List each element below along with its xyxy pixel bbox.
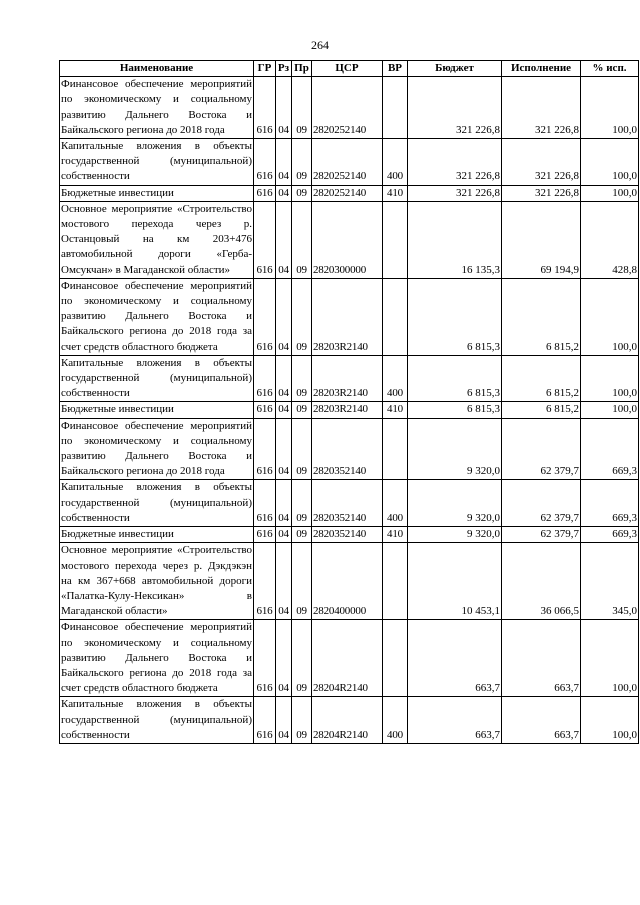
row-rz: 04 bbox=[276, 418, 292, 480]
row-rz: 04 bbox=[276, 527, 292, 543]
row-pr: 09 bbox=[292, 697, 312, 744]
row-budget: 6 815,3 bbox=[408, 278, 502, 355]
row-pr: 09 bbox=[292, 139, 312, 186]
row-percent: 100,0 bbox=[581, 355, 639, 402]
row-budget: 10 453,1 bbox=[408, 543, 502, 620]
row-name: Основное мероприятие «Строительство мостового перехода через р. Дэкдэкэн на км 367+668 автомобильной дороги «Палатка-Кулу-Нексикан» в Магаданской области» bbox=[60, 543, 254, 620]
row-gr: 616 bbox=[254, 697, 276, 744]
row-rz: 04 bbox=[276, 480, 292, 527]
row-csr: 2820400000 bbox=[312, 543, 383, 620]
row-pr: 09 bbox=[292, 201, 312, 278]
row-rz: 04 bbox=[276, 543, 292, 620]
row-rz: 04 bbox=[276, 77, 292, 139]
row-budget: 9 320,0 bbox=[408, 418, 502, 480]
row-percent: 100,0 bbox=[581, 620, 639, 697]
table-row bbox=[60, 201, 639, 278]
row-vr: 410 bbox=[383, 527, 408, 543]
header-rz: Рз bbox=[276, 61, 292, 77]
row-budget: 321 226,8 bbox=[408, 185, 502, 201]
header-percent: % исп. bbox=[581, 61, 639, 77]
row-gr: 616 bbox=[254, 185, 276, 201]
row-execution: 62 379,7 bbox=[502, 418, 581, 480]
header-vr: ВР bbox=[383, 61, 408, 77]
table-row bbox=[60, 185, 639, 201]
header-name: Наименование bbox=[60, 61, 254, 77]
row-execution: 36 066,5 bbox=[502, 543, 581, 620]
row-execution: 6 815,2 bbox=[502, 355, 581, 402]
row-percent: 345,0 bbox=[581, 543, 639, 620]
row-pr: 09 bbox=[292, 543, 312, 620]
row-csr: 2820252140 bbox=[312, 139, 383, 186]
table-row bbox=[60, 480, 639, 527]
row-execution: 321 226,8 bbox=[502, 77, 581, 139]
row-percent: 669,3 bbox=[581, 480, 639, 527]
row-pr: 09 bbox=[292, 185, 312, 201]
row-gr: 616 bbox=[254, 402, 276, 418]
table-row bbox=[60, 527, 639, 543]
row-csr: 2820300000 bbox=[312, 201, 383, 278]
row-gr: 616 bbox=[254, 77, 276, 139]
row-name: Бюджетные инвестиции bbox=[60, 402, 254, 418]
row-percent: 100,0 bbox=[581, 185, 639, 201]
row-rz: 04 bbox=[276, 139, 292, 186]
row-budget: 321 226,8 bbox=[408, 77, 502, 139]
row-csr: 28204R2140 bbox=[312, 697, 383, 744]
row-pr: 09 bbox=[292, 402, 312, 418]
table-row bbox=[60, 278, 639, 355]
row-pr: 09 bbox=[292, 77, 312, 139]
row-csr: 28204R2140 bbox=[312, 620, 383, 697]
header-budget: Бюджет bbox=[408, 61, 502, 77]
row-vr bbox=[383, 278, 408, 355]
row-gr: 616 bbox=[254, 527, 276, 543]
row-budget: 9 320,0 bbox=[408, 527, 502, 543]
row-vr: 400 bbox=[383, 480, 408, 527]
row-gr: 616 bbox=[254, 480, 276, 527]
row-vr bbox=[383, 77, 408, 139]
row-vr: 400 bbox=[383, 355, 408, 402]
row-gr: 616 bbox=[254, 278, 276, 355]
row-vr bbox=[383, 620, 408, 697]
row-rz: 04 bbox=[276, 278, 292, 355]
row-vr bbox=[383, 418, 408, 480]
table-header-row bbox=[60, 61, 639, 77]
table-row bbox=[60, 139, 639, 186]
row-vr: 400 bbox=[383, 697, 408, 744]
table-row bbox=[60, 77, 639, 139]
table-row bbox=[60, 402, 639, 418]
row-budget: 16 135,3 bbox=[408, 201, 502, 278]
row-execution: 6 815,2 bbox=[502, 402, 581, 418]
row-budget: 9 320,0 bbox=[408, 480, 502, 527]
row-csr: 28203R2140 bbox=[312, 278, 383, 355]
header-gr: ГР bbox=[254, 61, 276, 77]
table-row bbox=[60, 620, 639, 697]
row-budget: 663,7 bbox=[408, 697, 502, 744]
row-execution: 663,7 bbox=[502, 697, 581, 744]
row-gr: 616 bbox=[254, 620, 276, 697]
row-percent: 669,3 bbox=[581, 527, 639, 543]
table-row bbox=[60, 543, 639, 620]
row-execution: 321 226,8 bbox=[502, 139, 581, 186]
row-name: Финансовое обеспечение мероприятий по экономическому и социальному развитию Дальнего Востока и Байкальского региона до 2018 года bbox=[60, 77, 254, 139]
row-vr: 410 bbox=[383, 185, 408, 201]
header-csr: ЦСР bbox=[312, 61, 383, 77]
row-percent: 100,0 bbox=[581, 697, 639, 744]
header-pr: Пр bbox=[292, 61, 312, 77]
page-number: 264 bbox=[311, 38, 329, 52]
row-rz: 04 bbox=[276, 402, 292, 418]
row-gr: 616 bbox=[254, 418, 276, 480]
row-csr: 2820252140 bbox=[312, 77, 383, 139]
row-execution: 69 194,9 bbox=[502, 201, 581, 278]
row-execution: 663,7 bbox=[502, 620, 581, 697]
row-budget: 663,7 bbox=[408, 620, 502, 697]
row-name: Капитальные вложения в объекты государственной (муниципальной) собственности bbox=[60, 480, 254, 527]
row-csr: 28203R2140 bbox=[312, 402, 383, 418]
row-name: Основное мероприятие «Строительство мостового перехода через р. Останцовый на км 203+476 автомобильной дороги «Герба-Омсукчан» в Магаданской области» bbox=[60, 201, 254, 278]
row-pr: 09 bbox=[292, 418, 312, 480]
row-pr: 09 bbox=[292, 620, 312, 697]
row-csr: 2820352140 bbox=[312, 527, 383, 543]
row-execution: 62 379,7 bbox=[502, 527, 581, 543]
row-csr: 2820252140 bbox=[312, 185, 383, 201]
row-name: Финансовое обеспечение мероприятий по экономическому и социальному развитию Дальнего Востока и Байкальского региона до 2018 года за счет средств областного бюджета bbox=[60, 620, 254, 697]
row-pr: 09 bbox=[292, 480, 312, 527]
row-percent: 100,0 bbox=[581, 278, 639, 355]
header-execution: Исполнение bbox=[502, 61, 581, 77]
table-row bbox=[60, 697, 639, 744]
row-execution: 62 379,7 bbox=[502, 480, 581, 527]
row-vr: 410 bbox=[383, 402, 408, 418]
row-budget: 6 815,3 bbox=[408, 355, 502, 402]
row-rz: 04 bbox=[276, 620, 292, 697]
row-percent: 669,3 bbox=[581, 418, 639, 480]
row-vr bbox=[383, 201, 408, 278]
row-pr: 09 bbox=[292, 278, 312, 355]
row-gr: 616 bbox=[254, 201, 276, 278]
row-name: Бюджетные инвестиции bbox=[60, 185, 254, 201]
row-budget: 6 815,3 bbox=[408, 402, 502, 418]
table-row bbox=[60, 418, 639, 480]
row-pr: 09 bbox=[292, 355, 312, 402]
table-row bbox=[60, 355, 639, 402]
row-vr bbox=[383, 543, 408, 620]
row-name: Бюджетные инвестиции bbox=[60, 527, 254, 543]
row-rz: 04 bbox=[276, 355, 292, 402]
row-percent: 100,0 bbox=[581, 139, 639, 186]
row-rz: 04 bbox=[276, 201, 292, 278]
row-csr: 2820352140 bbox=[312, 418, 383, 480]
row-name: Финансовое обеспечение мероприятий по экономическому и социальному развитию Дальнего Востока и Байкальского региона до 2018 года за счет средств областного бюджета bbox=[60, 278, 254, 355]
row-budget: 321 226,8 bbox=[408, 139, 502, 186]
row-csr: 28203R2140 bbox=[312, 355, 383, 402]
row-rz: 04 bbox=[276, 185, 292, 201]
row-gr: 616 bbox=[254, 543, 276, 620]
row-gr: 616 bbox=[254, 139, 276, 186]
row-name: Капитальные вложения в объекты государственной (муниципальной) собственности bbox=[60, 697, 254, 744]
row-execution: 6 815,2 bbox=[502, 278, 581, 355]
row-csr: 2820352140 bbox=[312, 480, 383, 527]
row-percent: 428,8 bbox=[581, 201, 639, 278]
row-execution: 321 226,8 bbox=[502, 185, 581, 201]
row-vr: 400 bbox=[383, 139, 408, 186]
row-pr: 09 bbox=[292, 527, 312, 543]
row-name: Капитальные вложения в объекты государственной (муниципальной) собственности bbox=[60, 139, 254, 186]
row-gr: 616 bbox=[254, 355, 276, 402]
row-percent: 100,0 bbox=[581, 402, 639, 418]
row-rz: 04 bbox=[276, 697, 292, 744]
row-name: Капитальные вложения в объекты государственной (муниципальной) собственности bbox=[60, 355, 254, 402]
budget-execution-table bbox=[59, 60, 639, 744]
row-percent: 100,0 bbox=[581, 77, 639, 139]
row-name: Финансовое обеспечение мероприятий по экономическому и социальному развитию Дальнего Востока и Байкальского региона до 2018 года bbox=[60, 418, 254, 480]
